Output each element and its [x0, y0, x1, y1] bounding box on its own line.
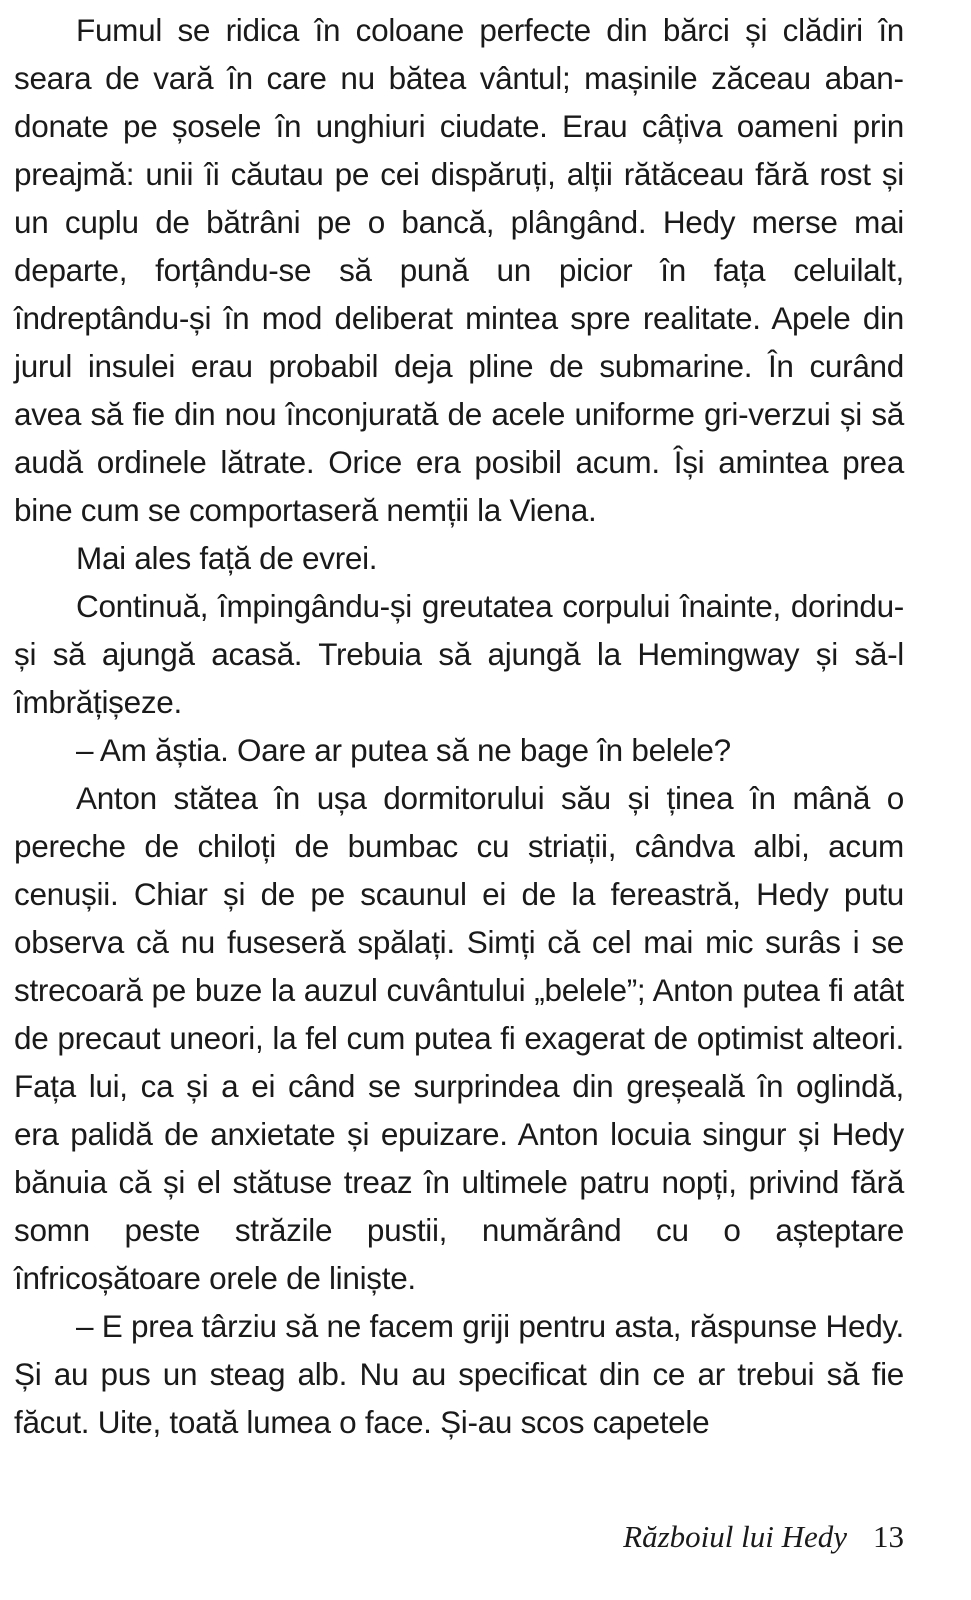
paragraph-4-dialogue: – Am ăștia. Oare ar putea să ne bage în belele? [76, 732, 731, 768]
book-page [14, 0, 904, 1600]
paragraph-2: Mai ales față de evrei. [76, 540, 378, 576]
paragraph-5: Anton stătea în ușa dormitorului său și ținea în mână o pereche de chiloți de bumbac cu striații, cândva albi, acum cenușii. Chiar și de pe scaunul ei de la fereastră, Hedy putu observa că nu fuseseră spălați. Simți că cel mai mic surâs i se strecoară pe buze la auzul cuvântului „belele”; Anton putea fi atât de precaut uneori, la fel cum putea fi exagerat de optimist alteori. Fața lui, ca și a ei când se surprindea din greșeală în oglindă, era palidă de anxietate și epuizare. Anton locuia singur și Hedy bănuia că și el stătuse treaz în ultimele patru nopți, privind fără somn peste străzile pustii, numărând cu o așteptare înfricoșătoare orele de liniște. [14, 780, 904, 1296]
running-footer-book-title: Războiul lui Hedy [623, 1519, 847, 1554]
page-footer [14, 1512, 904, 1562]
page-body-text [14, 6, 904, 1446]
paragraph-3: Continuă, împingându-și greutatea corpului înainte, dorindu-și să ajungă acasă. Trebuia să ajungă la Hemingway și să-l îmbrățișeze. [14, 588, 904, 720]
page-number: 13 [873, 1519, 904, 1554]
paragraph-1: Fumul se ridica în coloane perfecte din bărci și clădiri în seara de vară în care nu bătea vântul; mașinile zăceau abandonate pe șosele în unghiuri ciudate. Erau câțiva oameni prin preajmă: unii îi căutau pe cei dispăruți, alții rătăceau fără rost și un cuplu de bătrâni pe o bancă, plângând. Hedy merse mai departe, forțându-se să pună un picior în fața celuilalt, îndreptându-și în mod deliberat mintea spre realitate. Apele din jurul insulei erau probabil deja pline de submarine. În curând avea să fie din nou înconjurată de acele uniforme gri-verzui și să audă ordinele lătrate. Orice era posibil acum. Își amintea prea bine cum se comportaseră nemții la Viena. [14, 12, 904, 528]
paragraph-6-dialogue: – E prea târziu să ne facem griji pentru asta, răspunse Hedy. Și au pus un steag alb. Nu au specificat din ce ar trebui să fie făcut. Uite, toată lumea o face. Și-au scos capetele [14, 1308, 904, 1440]
